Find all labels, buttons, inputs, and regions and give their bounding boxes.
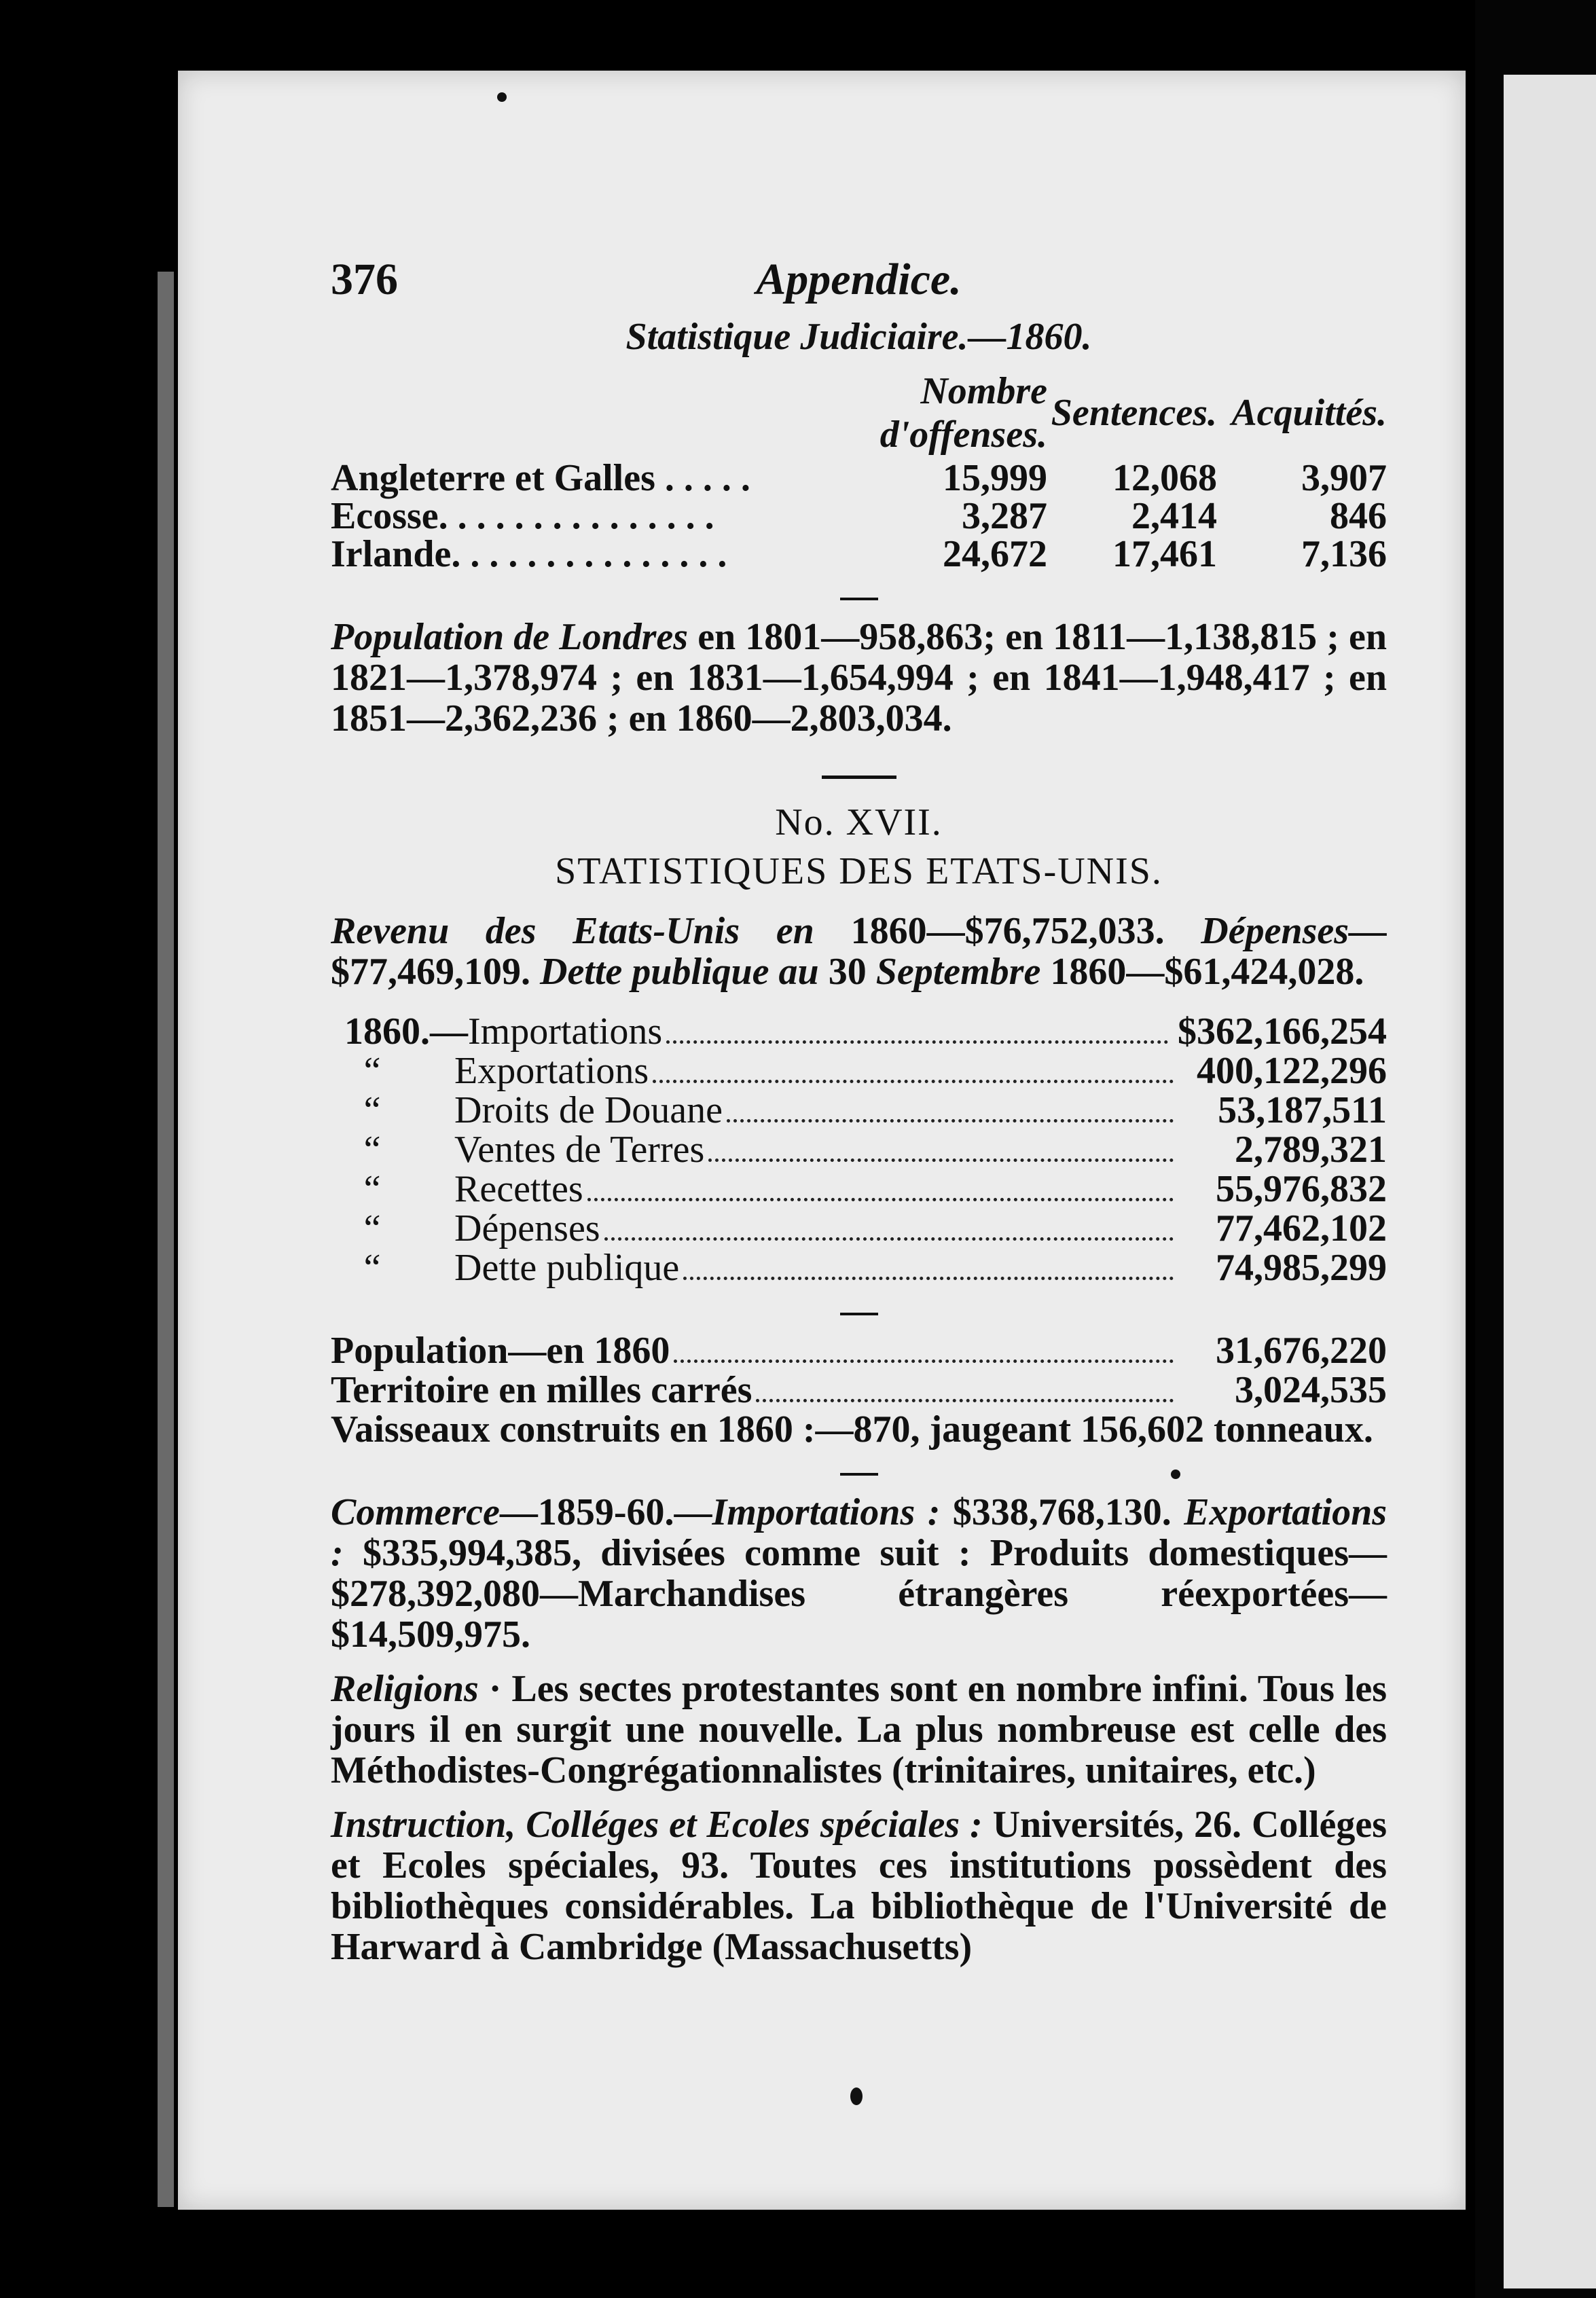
- row-label: Angleterre et Galles . . . . .: [331, 457, 750, 499]
- ledger-value: 77,462,102: [1216, 1207, 1387, 1250]
- ledger-value: 53,187,511: [1218, 1089, 1387, 1131]
- sentences-cell: 2,414: [1131, 495, 1217, 537]
- ledger-value: 400,122,296: [1197, 1050, 1387, 1092]
- column-header: Sentences.: [1051, 392, 1217, 434]
- section-number: No. XVII.: [775, 801, 943, 843]
- population-block: [331, 1330, 1387, 1451]
- revenue-label: Revenu des Etats-Unis en: [331, 910, 814, 952]
- page-number: 376: [331, 255, 398, 304]
- running-head: Appendice.: [756, 255, 962, 304]
- book-page: [178, 71, 1466, 2210]
- commerce-paragraph: [331, 1492, 1387, 1655]
- page-content: [331, 234, 1387, 1967]
- expenses-label: Dépenses—: [1201, 910, 1388, 952]
- ditto-mark: “: [363, 1207, 381, 1250]
- instruction-text: Universités, 26. Colléges et Ecoles spéciales, 93. Toutes ces institutions possèdent des bibliothèques considérables. La bibliothèque de l'Université de Harward à Cambridge (Massachusetts): [331, 1804, 1387, 1968]
- territory-row: [331, 1371, 1387, 1410]
- divider: [840, 1313, 878, 1315]
- ditto-mark: “: [363, 1089, 381, 1131]
- population-row: [331, 1332, 1387, 1371]
- ledger-label: Dépenses: [454, 1207, 600, 1250]
- ledger-label: Droits de Douane: [454, 1089, 723, 1131]
- dot-leader: [727, 1119, 1174, 1123]
- imports-value: $338,768,130.: [952, 1491, 1172, 1533]
- ledger-value: 74,985,299: [1216, 1247, 1387, 1289]
- debt-month: Septembre: [875, 951, 1041, 993]
- ledger-year: 1860.—: [344, 1010, 468, 1053]
- sentences-cell: 17,461: [1112, 533, 1217, 575]
- judicial-header-row: [331, 359, 1387, 459]
- ink-speck: [497, 92, 507, 102]
- debt-value: 1860—$61,424,028.: [1050, 951, 1364, 993]
- ledger-value: 55,976,832: [1216, 1168, 1387, 1210]
- ledger-label: Dette publique: [454, 1247, 680, 1289]
- judicial-title: Statistique Judiciaire.—1860.: [625, 316, 1092, 358]
- ditto-mark: “: [363, 1247, 381, 1289]
- instruction-label: Instruction, Colléges et Ecoles spéciales :: [331, 1804, 983, 1846]
- london-text: en 1801—958,863; en 1811—1,138,815 ; en 1821—1,378,974 ; en 1831—1,654,994 ; en 1841—1,948,417 ; en 1851—2,362,236 ; en 1860—2,803,034.: [331, 616, 1387, 740]
- population-value: 31,676,220: [1216, 1330, 1387, 1372]
- ledger-label: Exportations: [454, 1050, 649, 1092]
- dot-leader: [756, 1399, 1174, 1402]
- exports-label: Exportations :: [331, 1491, 1388, 1574]
- column-header: Acquittés.: [1231, 392, 1387, 434]
- ditto-mark: “: [363, 1129, 381, 1171]
- dot-leader: [653, 1080, 1174, 1083]
- ledger-row: [331, 1091, 1387, 1131]
- acquitted-cell: 3,907: [1301, 457, 1387, 499]
- row-label: Ecosse. . . . . . . . . . . . . . .: [331, 495, 714, 537]
- london-population-paragraph: [331, 617, 1387, 739]
- offenses-cell: 3,287: [962, 495, 1047, 537]
- page-binding-shadow: [158, 272, 174, 2207]
- population-label: Population—en 1860: [331, 1330, 670, 1372]
- commerce-years: —1859-60.—: [499, 1491, 712, 1533]
- dot-leader: [708, 1159, 1174, 1162]
- ledger-row: [331, 1010, 1387, 1053]
- public-debt-label: Dette publique au: [540, 951, 819, 993]
- ink-speck: [850, 2087, 863, 2105]
- ledger-row: [331, 1131, 1387, 1170]
- offenses-cell: 15,999: [943, 457, 1047, 499]
- ledger-label: Importations: [468, 1010, 663, 1053]
- dot-leader: [604, 1237, 1174, 1241]
- adjacent-page-edge: [1504, 75, 1596, 2288]
- ledger-label: Recettes: [454, 1168, 583, 1210]
- instruction-paragraph: [331, 1804, 1387, 1967]
- ledger-row: [331, 1249, 1387, 1288]
- ledger-label: Ventes de Terres: [454, 1129, 705, 1171]
- dot-leader: [683, 1277, 1174, 1280]
- table-row: [331, 459, 1387, 497]
- ledger-row: [331, 1052, 1387, 1091]
- london-label: Population de Londres: [331, 616, 689, 658]
- dot-leader: [674, 1360, 1174, 1363]
- ledger-value: 2,789,321: [1235, 1129, 1387, 1171]
- debt-day: 30: [828, 951, 867, 993]
- expenses-value: $77,469,109.: [331, 951, 530, 993]
- ditto-mark: “: [363, 1168, 381, 1210]
- row-label: Irlande. . . . . . . . . . . . . . .: [331, 533, 727, 575]
- section-title: STATISTIQUES DES ETATS-UNIS.: [555, 850, 1163, 892]
- ledger-row: [331, 1170, 1387, 1209]
- vessels-line: Vaisseaux construits en 1860 :—870, jaugeant 156,602 tonneaux.: [331, 1408, 1373, 1451]
- sentences-cell: 12,068: [1112, 457, 1217, 499]
- ledger-value: $362,166,254: [1178, 1010, 1387, 1053]
- religions-label: Religions: [331, 1668, 479, 1710]
- finance-ledger: [331, 1010, 1387, 1289]
- page-header: [331, 234, 1387, 308]
- divider: [840, 598, 878, 600]
- territory-label: Territoire en milles carrés: [331, 1369, 752, 1411]
- ditto-mark: “: [363, 1050, 381, 1092]
- table-row: [331, 497, 1387, 535]
- offenses-cell: 24,672: [943, 533, 1047, 575]
- divider: [840, 1473, 878, 1476]
- religions-text: · Les sectes protestantes sont en nombre infini. Tous les jours il en surgit une nouvelle. La plus nombreuse est celle des Méthodistes-Congrégationnalistes (trinitaires, unitaires, etc.): [331, 1668, 1388, 1791]
- column-header: Nombre d'offenses.: [879, 370, 1047, 456]
- acquitted-cell: 7,136: [1301, 533, 1387, 575]
- imports-label: Importations :: [712, 1491, 941, 1533]
- dot-leader: [666, 1040, 1168, 1044]
- religions-paragraph: [331, 1668, 1387, 1791]
- exports-text: $335,994,385, divisées comme suit : Produits domestiques—$278,392,080—Marchandises étrangères réexportées—$14,509,975.: [331, 1532, 1387, 1656]
- table-row: [331, 535, 1387, 573]
- acquitted-cell: 846: [1330, 495, 1387, 537]
- ledger-row: [331, 1209, 1387, 1249]
- territory-value: 3,024,535: [1235, 1369, 1387, 1411]
- commerce-label: Commerce: [331, 1491, 500, 1533]
- dot-leader: [587, 1198, 1174, 1201]
- revenue-value: 1860—$76,752,033.: [850, 910, 1165, 952]
- divider: [822, 776, 896, 779]
- judicial-table: [331, 359, 1387, 573]
- revenue-paragraph: [331, 911, 1387, 992]
